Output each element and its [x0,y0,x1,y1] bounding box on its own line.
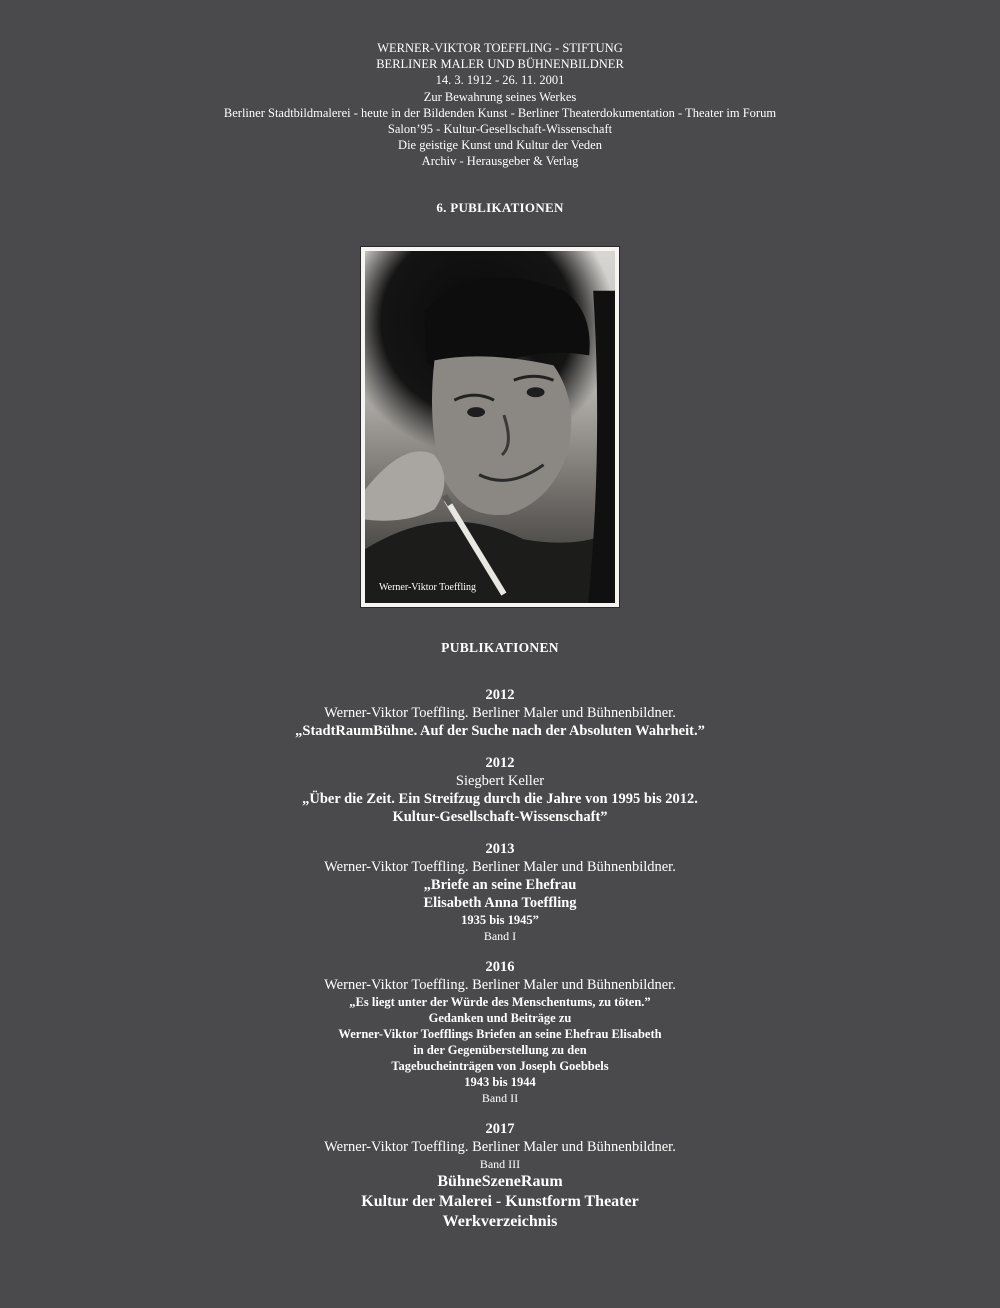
publication-band: Band III [479,1157,521,1171]
publication-band: Band I [483,929,517,943]
publication-year: 2012 [485,755,515,771]
publication-title: in der Gegenüberstellung zu den [413,1043,587,1057]
publication-band: Band II [481,1091,519,1105]
publication-entry-2012-stadtraumbuehne [0,686,1000,740]
header-line: Salon’95 - Kultur-Gesellschaft-Wissenschaft [387,122,613,137]
publication-title: Kultur der Malerei - Kunstform Theater [361,1193,639,1210]
publications-heading: PUBLIKATIONEN [441,640,559,655]
photo-caption: Werner-Viktor Toeffling [379,582,477,593]
header-line: WERNER-VIKTOR TOEFFLING - STIFTUNG [377,41,623,55]
publication-author: Werner-Viktor Toeffling. Berliner Maler und Bühnenbildner. [324,1139,676,1155]
portrait-photo [365,251,615,603]
publication-author: Werner-Viktor Toeffling. Berliner Maler und Bühnenbildner. [324,705,676,721]
publication-entry-2013-briefe [0,840,1000,944]
publication-title: „Über die Zeit. Ein Streifzug durch die Jahre von 1995 bis 2012. [302,791,698,807]
header-line: 14. 3. 1912 - 26. 11. 2001 [435,73,565,88]
publication-title: Tagebucheinträgen von Joseph Goebbels [391,1059,609,1073]
publication-title: Kultur-Gesellschaft-Wissenschaft” [392,809,608,825]
publication-year: 2017 [485,1121,515,1137]
portrait-illustration [365,251,615,603]
header-line: Die geistige Kunst und Kultur der Veden [398,138,602,153]
header-line: Archiv - Herausgeber & Verlag [421,154,579,169]
publication-list [0,686,1000,1246]
foundation-header [0,40,1000,170]
section-title: 6. PUBLIKATIONEN [436,200,564,215]
publication-title: „StadtRaumBühne. Auf der Suche nach der Absoluten Wahrheit.” [295,723,705,739]
publication-title: BühneSzeneRaum [437,1173,563,1190]
publication-year: 2012 [485,687,515,703]
publication-years: 1935 bis 1945” [461,913,539,927]
publication-author: Siegbert Keller [455,773,545,789]
publication-year: 2013 [485,841,515,857]
publication-title: Werner-Viktor Toefflings Briefen an seine Ehefrau Elisabeth [338,1027,662,1041]
publication-title: Gedanken und Beiträge zu [428,1011,572,1025]
header-line: Zur Bewahrung seines Werkes [423,89,577,104]
publication-years: 1943 bis 1944 [464,1075,536,1089]
publication-year: 2016 [485,959,515,975]
header-line: BERLINER MALER UND BÜHNENBILDNER [376,57,624,72]
portrait-photo-frame [360,246,620,608]
publication-entry-2016-wuerde [0,958,1000,1106]
publication-author: Werner-Viktor Toeffling. Berliner Maler und Bühnenbildner. [324,977,676,993]
publication-title: Elisabeth Anna Toeffling [423,895,577,911]
header-line: Berliner Stadtbildmalerei - heute in der Bildenden Kunst - Berliner Theaterdokumentation - Theater im Forum [223,105,777,120]
publication-title: „Briefe an seine Ehefrau [423,877,577,893]
publication-entry-2012-ueber-die-zeit [0,754,1000,826]
publication-title: Werkverzeichnis [442,1213,558,1230]
publication-title: „Es liegt unter der Würde des Menschentums, zu töten.” [349,995,651,1009]
publication-entry-2017-buehneszeneraum [0,1120,1000,1232]
publication-author: Werner-Viktor Toeffling. Berliner Maler und Bühnenbildner. [324,859,676,875]
